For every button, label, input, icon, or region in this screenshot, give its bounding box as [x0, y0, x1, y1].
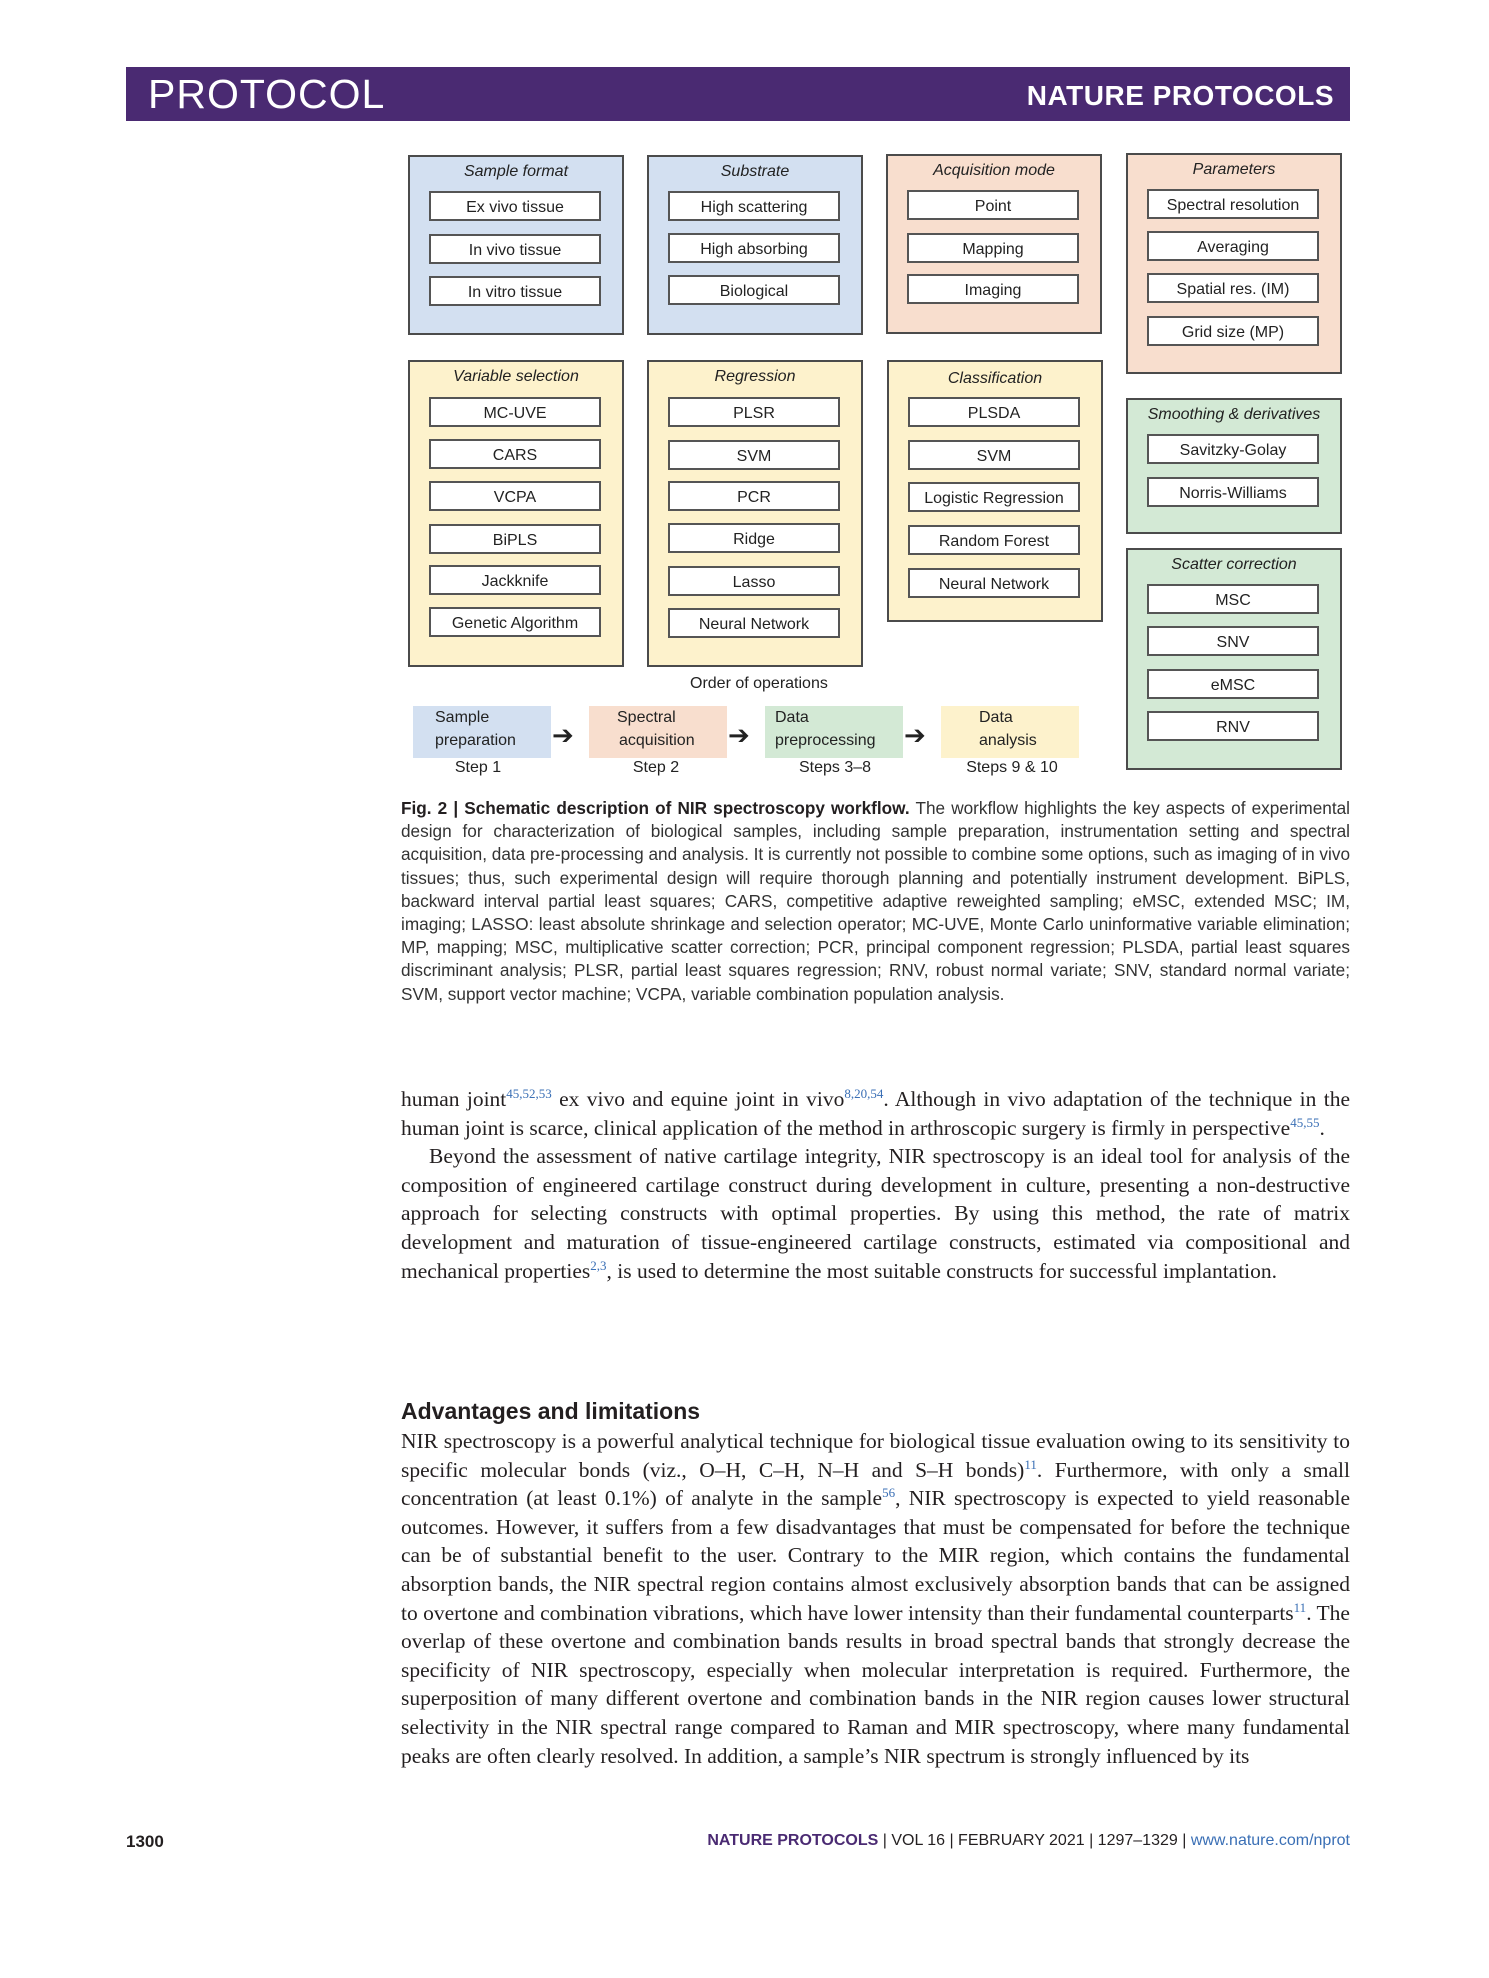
option-box: PCR: [668, 481, 840, 511]
panel-variable-selection: [408, 360, 624, 667]
step-data-preprocessing: [765, 706, 903, 758]
step-number: Steps 9 & 10: [966, 759, 1058, 776]
option-box: eMSC: [1147, 669, 1319, 699]
page-number: 1300: [126, 1832, 164, 1851]
option-box: Random Forest: [908, 525, 1080, 555]
caption-text: The workflow highlights the key aspects of experimental design for characterization of biological samples, including sample preparation, instrumentation setting and spectral acquisition, data pre-processing and analysis. It is currently not possible to combine some options, such as imaging of in vivo tissues; thus, such experimental design will require thorough planning and potentially instrument development. BiPLS, backward interval partial least squares; CARS, competitive adaptive reweighted sampling; eMSC, extended MSC; IM, imaging; LASSO: least absolute shrinkage and selection operator; MC-UVE, Monte Carlo uninformative variable elimination; MP, mapping; MSC, multiplicative scatter correction; PCR, principal component regression; PLSDA, partial least squares discriminant analysis; PLSR, partial least squares regression; RNV, robust normal variate; SNV, standard normal variate; SVM, support vector machine; VCPA, variable combination population analysis.: [401, 798, 1350, 1004]
option-box: High absorbing: [668, 233, 840, 263]
footer-details: | VOL 16 | FEBRUARY 2021 | 1297–1329 |: [878, 1832, 1191, 1849]
panel-sample-format: [408, 155, 624, 335]
option-box: BiPLS: [429, 524, 601, 554]
option-box: In vivo tissue: [429, 234, 601, 264]
option-box: SNV: [1147, 626, 1319, 656]
step-spectral-acquisition: [589, 706, 727, 758]
step-line: acquisition: [619, 732, 695, 749]
option-box: Ridge: [668, 523, 840, 553]
option-box: SVM: [668, 440, 840, 470]
paragraph: [401, 1142, 1350, 1285]
step-line: analysis: [979, 732, 1037, 749]
paragraph: [401, 1085, 1350, 1142]
option-box: High scattering: [668, 191, 840, 221]
citation-link[interactable]: 11: [1293, 1599, 1307, 1615]
section-heading: Advantages and limitations: [401, 1398, 701, 1424]
step-sample-preparation: [413, 706, 551, 758]
text-run: Beyond the assessment of native cartilage integrity, NIR spectroscopy is an ideal tool for analysis of the composition of engineered cartilage construct during development in culture, presenting a non-destructive approach for selecting constructs with optimal properties. By using this method, the rate of matrix development and maturation of tissue-engineered cartilage constructs, estimated via compositional and mechanical properties: [401, 1144, 1350, 1283]
step-number: Steps 3–8: [798, 759, 872, 776]
footer-url-link[interactable]: www.nature.com/nprot: [1190, 1832, 1350, 1849]
option-box: MSC: [1147, 584, 1319, 614]
panel-scatter-correction: [1126, 548, 1342, 770]
panel-title: Parameters: [1192, 161, 1276, 178]
option-box: Lasso: [668, 566, 840, 596]
text-run: . Although in vivo adaptation of the technique in the human joint is scarce, clinical application of the method in arthroscopic surgery is firmly in perspective: [401, 1087, 1351, 1140]
citation-link[interactable]: 11: [1024, 1456, 1037, 1472]
option-box: Norris-Williams: [1147, 477, 1319, 507]
page-header: [126, 67, 1350, 121]
step-number: Step 1: [454, 759, 502, 776]
figure-caption: [401, 797, 1350, 1006]
option-box: Point: [907, 190, 1079, 220]
text-run: . Furthermore, with only a small concentration (at least 0.1%) of analyte in the sample: [401, 1457, 1350, 1511]
option-box: CARS: [429, 439, 601, 469]
step-line: preparation: [435, 732, 516, 749]
citation-link[interactable]: 45,52,53: [506, 1085, 552, 1101]
panel-smoothing-derivatives: [1126, 398, 1342, 534]
text-run: , is used to determine the most suitable constructs for successful implantation.: [606, 1258, 1278, 1283]
option-box: Averaging: [1147, 231, 1319, 261]
citation-link[interactable]: 45,55: [1290, 1114, 1320, 1130]
option-box: Logistic Regression: [908, 482, 1080, 512]
option-box: Mapping: [907, 233, 1079, 263]
option-box: Spectral resolution: [1147, 189, 1319, 219]
section-label: PROTOCOL: [148, 71, 386, 117]
step-line: Data: [979, 709, 1013, 726]
step-number: Step 2: [632, 759, 680, 776]
option-box: Imaging: [907, 274, 1079, 304]
step-line: preprocessing: [775, 732, 876, 749]
text-run: NIR spectroscopy is a powerful analytical technique for biological tissue evaluation owing to its sensitivity to specific molecular bonds (viz., O–H, C–H, N–H and S–H bonds): [401, 1429, 1350, 1482]
paragraph: [401, 1427, 1350, 1770]
option-box: Ex vivo tissue: [429, 191, 601, 221]
citation-link[interactable]: 56: [882, 1485, 896, 1501]
option-box: Spatial res. (IM): [1147, 273, 1319, 303]
arrow-icon: ➔: [552, 720, 574, 750]
arrow-icon: ➔: [728, 720, 750, 750]
panel-title: Acquisition mode: [933, 162, 1055, 179]
panel-regression: [647, 360, 863, 667]
option-box: SVM: [908, 440, 1080, 470]
option-box: Jackknife: [429, 565, 601, 595]
option-box: Neural Network: [908, 568, 1080, 598]
text-run: human joint: [401, 1087, 507, 1111]
option-box: In vitro tissue: [429, 276, 601, 306]
panel-title: Substrate: [720, 163, 790, 180]
panel-classification: [887, 360, 1103, 622]
arrow-icon: ➔: [904, 720, 926, 750]
step-line: Spectral: [617, 709, 676, 726]
panel-title: Scatter correction: [1171, 556, 1297, 573]
option-box: RNV: [1147, 711, 1319, 741]
panel-parameters: [1126, 153, 1342, 374]
text-run: ex vivo and equine joint in vivo: [551, 1087, 845, 1111]
order-of-operations-label: Order of operations: [690, 675, 828, 692]
option-box: PLSR: [668, 397, 840, 427]
option-box: VCPA: [429, 481, 601, 511]
option-box: MC-UVE: [429, 397, 601, 427]
panel-title: Variable selection: [453, 368, 579, 385]
option-box: PLSDA: [908, 397, 1080, 427]
text-run: .: [1319, 1115, 1325, 1140]
footer-citation: [707, 1832, 1350, 1850]
panel-title: Smoothing & derivatives: [1147, 406, 1321, 423]
panel-substrate: [647, 155, 863, 335]
panel-title: Regression: [714, 368, 796, 385]
text-run: , NIR spectroscopy is expected to yield reasonable outcomes. However, it suffers from a few disadvantages that must be compensated for before the technique can be of substantial benefit to the user. Contrary to the MIR region, which contains the fundamental absorption bands, the NIR spectral region contains almost exclusively absorption bands that can be assigned to overtone and combination vibrations, which have lower intensity than their fundamental counterparts: [401, 1486, 1350, 1625]
step-data-analysis: [941, 706, 1079, 758]
panel-title: Sample format: [463, 163, 569, 180]
text-run: . The overlap of these overtone and combination bands results in broad spectral bands that strongly decrease the specificity of NIR spectroscopy, especially when molecular interpretation is required. Furthermore, the superposition of many different overtone and combination bands in the NIR region causes lower structural selectivity in the NIR spectral range compared to Raman and MIR spectroscopy, where many fundamental peaks are often clearly resolved. In addition, a sample’s NIR spectrum is strongly influenced by its: [401, 1600, 1350, 1768]
citation-link[interactable]: 2,3: [590, 1257, 607, 1273]
option-box: Savitzky-Golay: [1147, 434, 1319, 464]
panel-acquisition-mode: [886, 154, 1102, 334]
step-line: Sample: [435, 709, 490, 726]
panel-title: Classification: [947, 370, 1043, 387]
option-box: Biological: [668, 275, 840, 305]
journal-label: NATURE PROTOCOLS: [1026, 80, 1334, 111]
caption-label: Fig. 2 | Schematic description of NIR spectroscopy workflow.: [401, 798, 910, 818]
option-box: Neural Network: [668, 608, 840, 638]
citation-link[interactable]: 8,20,54: [844, 1085, 884, 1101]
option-box: Genetic Algorithm: [429, 607, 601, 637]
body-paragraphs-advantages: [401, 1427, 1350, 1770]
body-paragraphs: [401, 1085, 1350, 1285]
footer-journal: NATURE PROTOCOLS: [707, 1832, 879, 1849]
option-box: Grid size (MP): [1147, 316, 1319, 346]
step-line: Data: [775, 709, 809, 726]
